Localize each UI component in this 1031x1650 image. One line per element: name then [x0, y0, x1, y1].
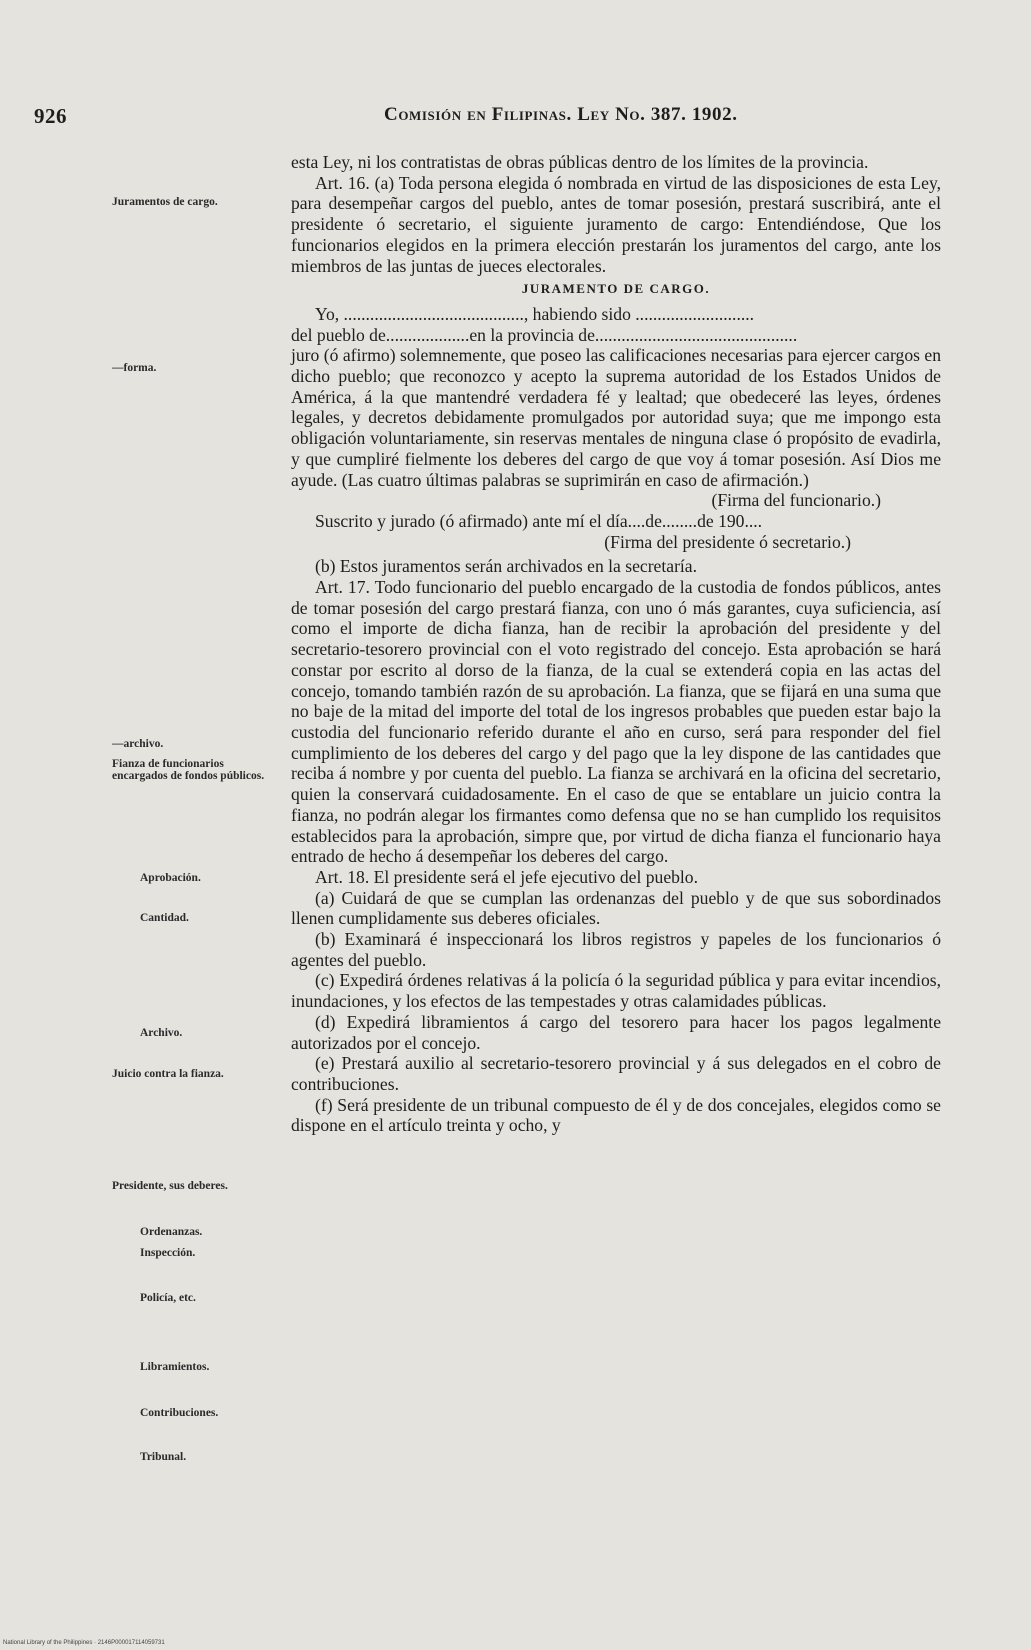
paragraph-continuation: esta Ley, ni los contratistas de obras públicas dentro de los límites de la provincia.	[291, 152, 869, 172]
article-18: Art. 18. El presidente será el jefe ejecutivo del pueblo.	[315, 866, 699, 887]
margin-note-forma: —forma.	[112, 362, 157, 374]
article-18-f: (f) Será presidente de un tribunal compuesto de él y de dos concejales, elegidos como se dispone en el artículo treinta y ocho, y	[291, 1094, 941, 1136]
article-16: Art. 16. (a) Toda persona elegida ó nombrada en virtud de las disposiciones de esta Ley, para desempeñar cargos del pueblo, antes de tomar posesión, prestará suscribirá, ante el presidente ó secretario, el siguiente juramento de cargo: Entendiéndose, Que los funcionarios elegidos en la primera elección prestarán los juramentos del cargo, ante los miembros de las juntas de jueces electorales.	[291, 172, 941, 276]
sworn-line: Suscrito y jurado (ó afirmado) ante mí el día....de........de 190....	[315, 510, 763, 531]
margin-note-aprobacion: Aprobación.	[140, 872, 201, 884]
article-18-d: (d) Expedirá libramientos á cargo del tesorero para hacer los pagos legalmente autorizados por el concejo.	[291, 1011, 941, 1053]
margin-note-juramentos: Juramentos de cargo.	[112, 196, 218, 208]
article-18-b: (b) Examinará é inspeccionará los libros registros y papeles de los funcionarios ó agentes del pueblo.	[291, 929, 941, 970]
margin-note-cantidad: Cantidad.	[140, 912, 189, 924]
oath-line-1: Yo, ........................................., habiendo sido ...........................	[315, 303, 755, 324]
margin-note-presidente: Presidente, sus deberes.	[112, 1180, 228, 1192]
margin-note-juicio: Juicio contra la fianza.	[112, 1068, 224, 1080]
signature-official: (Firma del funcionario.)	[711, 490, 881, 511]
article-18-a: (a) Cuidará de que se cumplan las ordenanzas del pueblo y de que sus sobordinados llenen cumplidamente sus deberes oficiales.	[291, 887, 941, 929]
footer-provenance: National Library of the Philippines · 2146P000017114059731	[3, 1640, 165, 1646]
margin-note-libramientos: Libramientos.	[140, 1361, 210, 1373]
margin-note-policia: Policía, etc.	[140, 1292, 196, 1304]
margin-note-ordenanzas: Ordenanzas.	[140, 1226, 203, 1238]
margin-note-tribunal: Tribunal.	[140, 1451, 187, 1463]
oath-line-2: del pueblo de...................en la provincia de..............................................	[291, 324, 798, 345]
article-16-b: (b) Estos juramentos serán archivados en la secretaría.	[315, 556, 698, 577]
signature-president: (Firma del presidente ó secretario.)	[604, 531, 851, 552]
article-18-c: (c) Expedirá órdenes relativas á la policía ó la seguridad pública y para evitar incendios, inundaciones, y los efectos de las tempestades y otras calamidades públicas.	[291, 970, 941, 1012]
article-17: Art. 17. Todo funcionario del pueblo encargado de la custodia de fondos públicos, antes de tomar posesión del cargo prestará fianza, con uno ó más garantes, cuya suficiencia, así como el importe de dicha fianza, han de recibir la aprobación del presidente y del secretario-tesorero provincial con el voto registrado del concejo. Esta aprobación se hará constar por escrito al dorso de la fianza, de la cual se extenderá copia en las actas del concejo, tomando también razón de su aprobación. La fianza, que se fijará en una suma que no baje de la mitad del importe del total de los ingresos probables que pueden estar bajo la custodia del funcionario referido durante el año en curso, será para responder del fiel cumplimiento de los deberes del cargo y del pago que la ley dispone de las cantidades que reciba á nombre y por cuenta del pueblo. La fianza se archivará en la oficina del secretario, quien la conservará cuidadosamente. En el caso de que se entablare un juicio contra la fianza, no podrán alegar los firmantes como defensa que no se han cumplido los requisitos establecidos para la aprobación, simpre que, por virtud de dicha fianza el funcionario haya entrado de hecho á desempeñar los deberes del cargo.	[291, 577, 941, 867]
body-text	[291, 152, 941, 1136]
oath-text: juro (ó afirmo) solemnemente, que poseo las calificaciones necesarias para ejercer cargos en dicho pueblo; que reconozco y acepto la suprema autoridad de los Estados Unidos de América, á la que mantendré verdadera fé y lealtad; que obedeceré las leyes, órdenes legales, y decretos debidamente promulgados por autoridad suya; que me impongo esta obligación voluntariamente, sin reservas mentales de ninguna clase ó propósito de evadirla, y que cumpliré fielmente los deberes del cargo de que voy á tomar posesión. Así Dios me ayude. (Las cuatro últimas palabras se suprimirán en caso de afirmación.)	[291, 345, 941, 490]
margin-note-fianza: Fianza de funcionarios encargados de fondos públicos.	[112, 758, 265, 782]
margin-note-archivo: —archivo.	[112, 738, 164, 750]
running-head: Comisión en Filipinas. Ley No. 387. 1902.	[384, 104, 738, 125]
oath-heading: JURAMENTO DE CARGO.	[521, 281, 711, 297]
article-18-e: (e) Prestará auxilio al secretario-tesorero provincial y á sus delegados en el cobro de contribuciones.	[291, 1053, 941, 1094]
margin-note-archivo-2: Archivo.	[140, 1027, 183, 1039]
page-number: 926	[34, 104, 67, 128]
margin-note-contribuciones: Contribuciones.	[140, 1407, 219, 1419]
margin-note-inspeccion: Inspección.	[140, 1247, 196, 1259]
